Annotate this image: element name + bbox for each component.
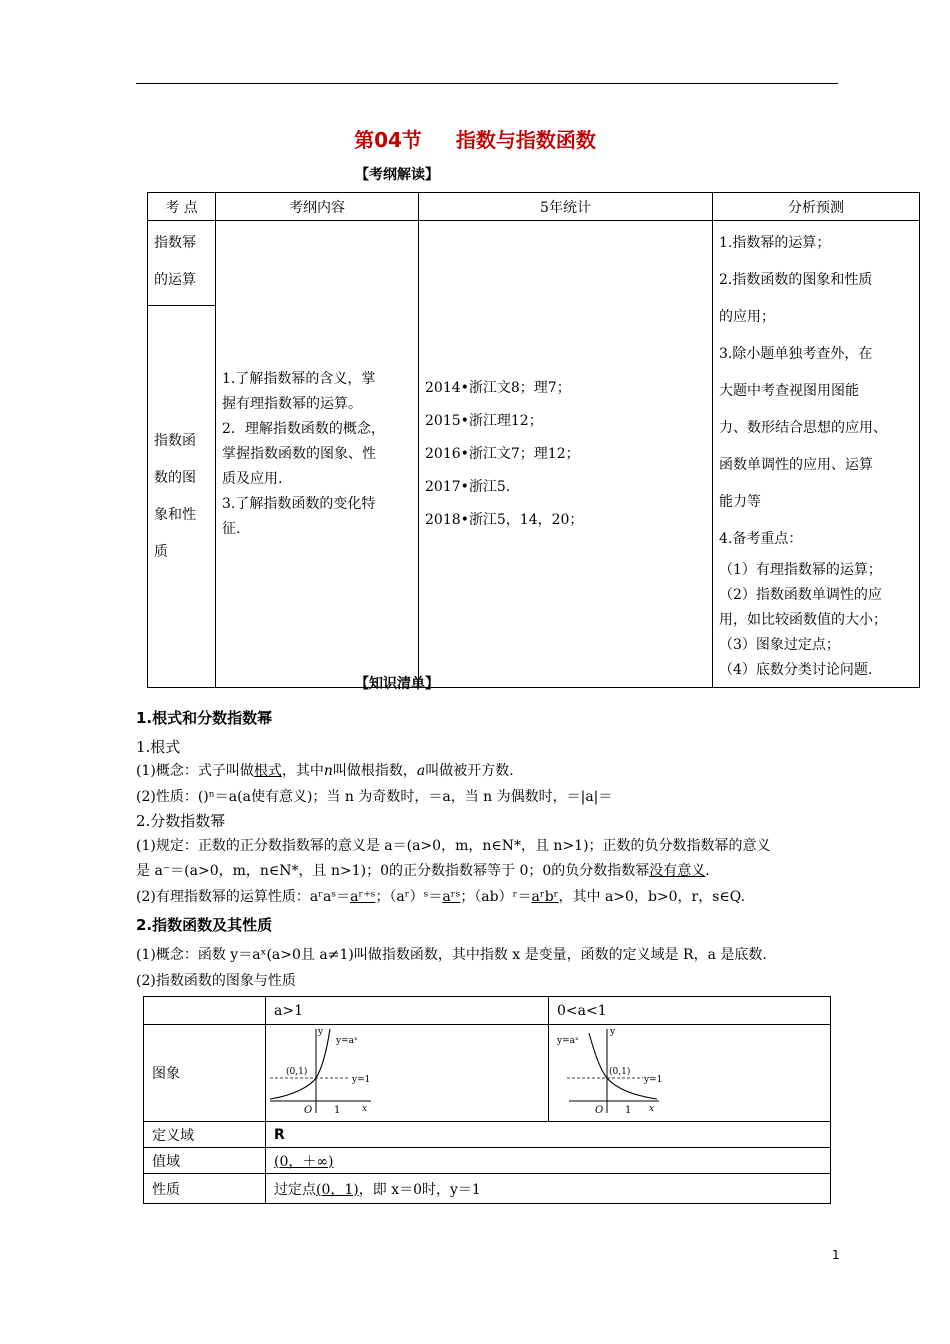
- prediction-cell: [713, 221, 920, 688]
- content-line: 握有理指数幂的运算。: [222, 395, 362, 412]
- origin-label: O: [304, 1105, 313, 1116]
- row-prop-label: 性质: [144, 1174, 266, 1204]
- point2-line: 质: [154, 543, 168, 560]
- one-label: 1: [625, 1105, 632, 1116]
- pred-line: 2.指数函数的图象和性质: [719, 272, 873, 288]
- s1-h1: 1.根式: [136, 738, 181, 756]
- exam-guide-heading: 【考纲解读】: [355, 167, 439, 183]
- y-label: y: [610, 1027, 616, 1037]
- eq-label: y=aˣ: [557, 1036, 579, 1046]
- content-line: 1.了解指数幂的含义，掌: [222, 370, 376, 387]
- header-rule: [136, 83, 838, 84]
- point1-line: 的运算: [154, 272, 196, 288]
- content-cell: [216, 221, 419, 688]
- stats-line: 2018•浙江5，14，20；: [425, 511, 584, 528]
- range-value: [266, 1148, 831, 1174]
- s2-concept: (1)概念：函数 y＝aˣ(a>0且 a≠1)叫做指数函数，其中指数 x 是变量，函数的定义域是 R，a 是底数.: [136, 947, 767, 963]
- pred-line: 大题中考查视图用图能: [719, 383, 859, 399]
- curve: [589, 1033, 657, 1099]
- pred-line: 能力等: [719, 494, 761, 510]
- section-topic: 指数与指数函数: [455, 128, 596, 152]
- page-title: [0, 124, 950, 153]
- content-line: 征.: [222, 520, 241, 537]
- graph-decreasing: [549, 1025, 669, 1117]
- s1-property: (2)性质：()ⁿ＝a(a使有意义)；当 n 为奇数时，＝a，当 n 为偶数时，＝|a|＝: [136, 789, 613, 805]
- stats-line: 2016•浙江文7；理12；: [425, 445, 580, 462]
- x-label: x: [362, 1104, 368, 1114]
- exp-function-table: [143, 996, 831, 1204]
- pred-line: 力、数形结合思想的应用、: [719, 420, 887, 436]
- s1-heading: 1.根式和分数指数幂: [136, 709, 273, 727]
- s2-graph-title: (2)指数函数的图象与性质: [136, 973, 296, 989]
- pred-small-line: （1）有理指数幂的运算；: [719, 562, 882, 578]
- pred-line: 3.除小题单独考查外，在: [719, 346, 873, 362]
- point-label: (0,1): [286, 1067, 308, 1077]
- content-line: 掌握指数函数的图象、性: [222, 445, 376, 462]
- yline-label: y=1: [644, 1075, 663, 1085]
- stats-line: 2015•浙江理12；: [425, 412, 543, 429]
- stats-line: 2014•浙江文8；理7；: [425, 379, 571, 396]
- pred-small-line: （4）底数分类讨论问题.: [719, 662, 873, 678]
- point-power-ops: [148, 221, 216, 306]
- y-label: y: [318, 1027, 324, 1037]
- yline-label: y=1: [352, 1075, 371, 1085]
- page-number: 1: [832, 1248, 840, 1262]
- point2-line: 数的图: [154, 469, 196, 486]
- th-stats: 5年统计: [419, 193, 713, 221]
- range-text: (0，＋∞): [274, 1153, 334, 1170]
- blank-cell: [144, 997, 266, 1025]
- prop-value: 过定点(0，1)，即 x＝0时，y＝1: [266, 1174, 831, 1204]
- graph-increasing: [266, 1025, 386, 1117]
- curve: [270, 1029, 330, 1099]
- stats-line: 2017•浙江5.: [425, 478, 511, 495]
- pred-small-line: 用，如比较函数值的大小；: [719, 612, 887, 628]
- th-point: 考 点: [148, 193, 216, 221]
- domain-value: R: [266, 1122, 831, 1148]
- content-line: 3.了解指数函数的变化特: [222, 495, 376, 512]
- point1-line: 指数幂: [154, 235, 196, 251]
- content-line: 质及应用.: [222, 470, 283, 487]
- pred-line: 1.指数幂的运算；: [719, 235, 831, 251]
- one-label: 1: [334, 1105, 341, 1116]
- point-exp-function: [148, 306, 216, 688]
- graph-a-gt-1: [266, 1025, 549, 1122]
- point-label: (0,1): [609, 1067, 631, 1077]
- pred-small-line: （2）指数函数单调性的应: [719, 587, 882, 603]
- pred-small-line: （3）图象过定点；: [719, 637, 840, 653]
- pred-line: 函数单调性的应用、运算: [719, 457, 873, 473]
- origin-label: O: [595, 1105, 604, 1116]
- section-number: 第04节: [354, 128, 422, 152]
- row-domain-label: 定义域: [144, 1122, 266, 1148]
- knowledge-heading: 【知识清单】: [355, 676, 439, 692]
- s1-h2: 2.分数指数幂: [136, 812, 226, 830]
- point2-line: 指数函: [154, 432, 196, 449]
- content-line: 2．理解指数函数的概念，: [222, 420, 385, 437]
- exam-guide-table: [147, 192, 920, 688]
- s1-rule2: 是 a⁻＝(a>0，m，n∈N*，且 n>1)；0的正分数指数幂等于 0；0的负分数指数幂没有意义.: [136, 863, 710, 879]
- pred-line: 4.备考重点：: [719, 531, 803, 547]
- eq-label: y=aˣ: [336, 1036, 358, 1046]
- row-range-label: 值域: [144, 1148, 266, 1174]
- th-prediction: 分析预测: [713, 193, 920, 221]
- s2-heading: 2.指数函数及其性质: [136, 916, 273, 934]
- col-a-gt-1: a>1: [266, 997, 549, 1025]
- pred-line: 的应用；: [719, 309, 775, 325]
- row-graph-label: 图象: [144, 1025, 266, 1122]
- s1-rule1: (1)规定：正数的正分数指数幂的意义是 a＝(a>0，m，n∈N*，且 n>1)；正数的负分数指数幂的意义: [136, 838, 771, 854]
- s1-rule3: (2)有理指数幂的运算性质：aʳaˢ＝aʳ⁺ˢ；（aʳ）ˢ＝aʳˢ；（ab）ʳ＝aʳbʳ，其中 a>0，b>0，r，s∈Q.: [136, 889, 746, 905]
- s1-concept: (1)概念：式子叫做根式，其中n叫做根指数，a叫做被开方数.: [136, 763, 514, 779]
- col-a-lt-1: 0<a<1: [549, 997, 831, 1025]
- graph-a-lt-1: [549, 1025, 831, 1122]
- point2-line: 象和性: [154, 506, 196, 523]
- th-content: 考纲内容: [216, 193, 419, 221]
- stats-cell: [419, 221, 713, 688]
- x-label: x: [649, 1104, 655, 1114]
